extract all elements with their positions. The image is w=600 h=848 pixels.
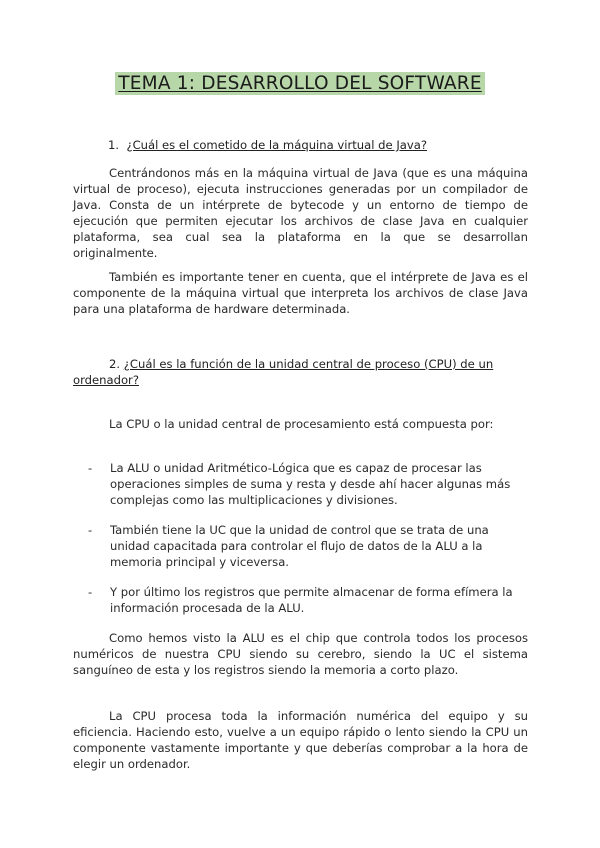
list-item-text: Y por último los registros que permite almacenar de forma efímera la información procesada de la ALU. [110,585,513,615]
q2-paragraph-3: La CPU procesa toda la información numérica del equipo y su eficiencia. Haciendo esto, vuelve a un equipo rápido o lento siendo la CPU un componente vastamente importante y que deberías comprobar a la hora de elegir un ordenador. [73,709,528,771]
question-2 [73,356,528,388]
list-bullet: - [88,585,93,599]
title-container [0,72,600,95]
question-2-text: ¿Cuál es la función de la unidad central de proceso (CPU) de un ordenador? [73,357,494,387]
q1-paragraph-1: Centrándonos más en la máquina virtual de Java (que es una máquina virtual de proceso), ejecuta instrucciones generadas por un compilador de Java. Consta de un intérprete de bytecode y un entorno de tiempo de ejecución que permiten ejecutar los archivos de clase Java en cualquier plataforma, sea cual sea la plataforma en la que se desarrollan originalmente. [73,166,528,260]
q1-paragraph-2: También es importante tener en cuenta, que el intérprete de Java es el componente de la máquina virtual que interpreta los archivos de clase Java para una plataforma de hardware determinada. [73,270,528,316]
list-item-text: La ALU o unidad Aritmético-Lógica que es capaz de procesar las operaciones simples de suma y resta y desde ahí hacer algunas más complejas como las multiplicaciones y divisiones. [110,461,511,507]
q2-paragraph-1: La CPU o la unidad central de procesamiento está compuesta por: [109,417,494,431]
question-2-number: 2. [109,357,121,371]
list-item [88,460,528,508]
list-bullet: - [88,461,93,475]
question-1-text: ¿Cuál es el cometido de la máquina virtual de Java? [126,138,427,152]
q2-paragraph-2: Como hemos visto la ALU es el chip que controla todos los procesos numéricos de nuestra CPU siendo su cerebro, siendo la UC el sistema sanguíneo de esta y los registros siendo la memoria a corto plazo. [73,631,528,677]
document-title: TEMA 1: DESARROLLO DEL SOFTWARE [115,72,484,95]
list-item-text: También tiene la UC que la unidad de control que se trata de una unidad capacitada para controlar el flujo de datos de la ALU a la memoria principal y viceversa. [110,523,489,569]
list-item [88,522,528,570]
list-item [88,584,528,616]
list-bullet: - [88,523,93,537]
question-1 [108,137,528,153]
question-1-number: 1. [108,138,120,152]
